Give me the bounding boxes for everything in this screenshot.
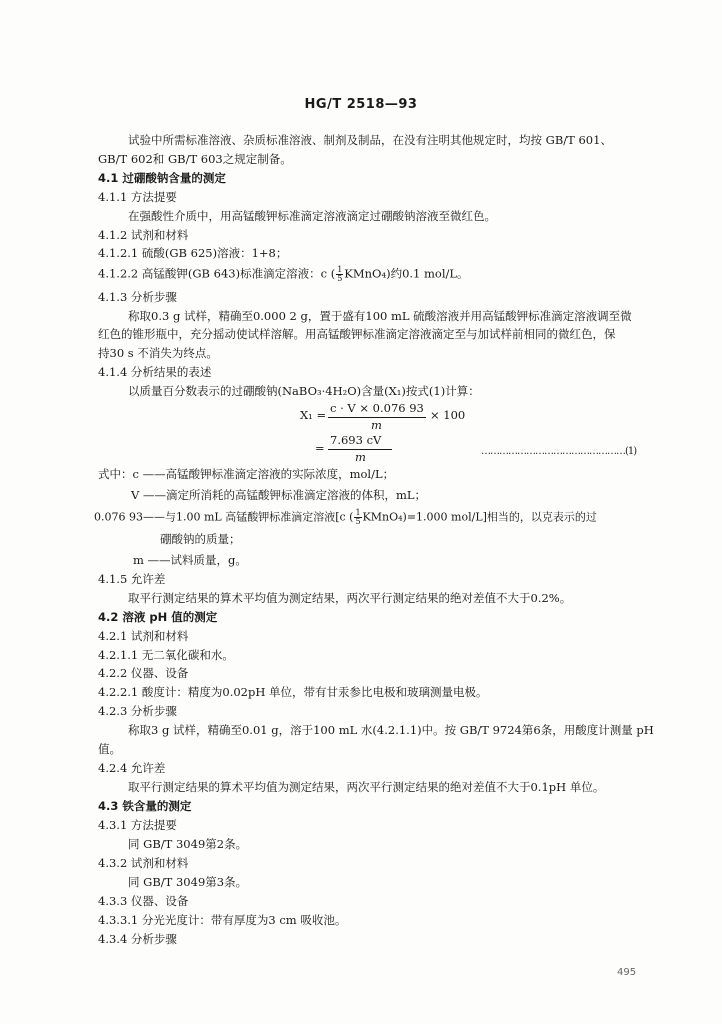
- paragraph-line: 以质量百分数表示的过硼酸钠(NaBO₃·4H₂O)含量(X₁)按式(1)计算：: [128, 384, 480, 398]
- paragraph-line: 取平行测定结果的算术平均值为测定结果，两次平行测定结果的绝对差值不大于0.2%。: [128, 591, 572, 605]
- section-heading: 4.3 铁含量的测定: [98, 799, 192, 813]
- formula-equals: =: [315, 441, 325, 455]
- fraction-numerator: 1: [337, 265, 343, 274]
- section-heading: 4.1 过硼酸钠含量的测定: [98, 171, 226, 185]
- definition-line: 式中：c ——高锰酸钾标准滴定溶液的实际浓度，mol/L；: [98, 467, 395, 481]
- reagent-suffix: KMnO₄)约0.1 mol/L。: [344, 266, 469, 281]
- paragraph-line: 称取3 g 试样，精确至0.01 g，溶于100 mL 水(4.2.1.1)中。按 GB/T 9724第6条，用酸度计测量 pH: [128, 723, 654, 737]
- subsection-heading: 4.3.3 仪器、设备: [98, 894, 189, 908]
- fraction: [336, 266, 343, 283]
- fraction-denominator: 5: [337, 274, 343, 283]
- subsection-heading: 4.2.1 试剂和材料: [98, 629, 189, 643]
- paragraph-line: 4.1.2.1 硫酸(GB 625)溶液：1+8；: [98, 246, 288, 260]
- paragraph-line: 同 GB/T 3049第2条。: [128, 837, 248, 851]
- definition-line: m ——试料质量，g。: [133, 553, 247, 567]
- fraction: [354, 509, 361, 526]
- definition-line: [94, 509, 597, 526]
- definition-line: V ——滴定所消耗的高锰酸钾标准滴定溶液的体积，mL；: [131, 488, 426, 502]
- paragraph-line: 称取0.3 g 试样，精确至0.000 2 g，置于盛有100 mL 硫酸溶液并用高锰酸钾标准滴定溶液调至微: [128, 309, 632, 323]
- subsection-heading: 4.1.1 方法提要: [98, 190, 177, 204]
- fraction-numerator: 1: [355, 508, 361, 517]
- coef-suffix: KMnO₄)=1.000 mol/L]相当的，以克表示的过: [362, 510, 597, 524]
- paragraph-line: 4.2.2.1 酸度计：精度为0.02pH 单位，带有甘汞参比电极和玻璃测量电极。: [98, 685, 488, 699]
- paragraph-line: 值。: [98, 742, 121, 756]
- fraction-denominator: 5: [355, 517, 361, 526]
- formula-numerator: c · V × 0.076 93: [330, 401, 424, 415]
- subsection-heading: 4.2.3 分析步骤: [98, 704, 177, 718]
- subsection-heading: 4.3.1 方法提要: [98, 818, 177, 832]
- subsection-heading: 4.1.2 试剂和材料: [98, 228, 189, 242]
- formula-lhs: X₁ =: [300, 408, 327, 422]
- subsection-heading: 4.2.4 允许差: [98, 761, 166, 775]
- paragraph-line: GB/T 602和 GB/T 603之规定制备。: [98, 152, 292, 166]
- definition-line: 硼酸钠的质量；: [160, 532, 241, 546]
- subsection-heading: 4.1.4 分析结果的表述: [98, 365, 212, 379]
- page-number: 495: [617, 967, 637, 978]
- formula-denominator-2: m: [355, 450, 366, 464]
- paragraph-line: 红色的锥形瓶中，充分摇动使试样溶解。用高锰酸钾标准滴定溶液滴定至与加试样前相同的微红色，保: [98, 327, 616, 341]
- reagent-line: [98, 266, 469, 283]
- section-heading: 4.2 溶液 pH 值的测定: [98, 610, 218, 624]
- formula-numerator-2: 7.693 cV: [330, 433, 382, 447]
- paragraph-line: 持30 s 不消失为终点。: [98, 346, 218, 360]
- paragraph-line: 4.3.3.1 分光光度计：带有厚度为3 cm 吸收池。: [98, 913, 347, 927]
- paragraph-line: 在强酸性介质中，用高锰酸钾标准滴定溶液滴定过硼酸钠溶液至微红色。: [128, 209, 496, 223]
- paragraph-line: 同 GB/T 3049第3条。: [128, 875, 248, 889]
- subsection-heading: 4.3.2 试剂和材料: [98, 856, 189, 870]
- page-header: HG/T 2518—93: [304, 97, 418, 112]
- subsection-heading: 4.1.3 分析步骤: [98, 290, 177, 304]
- subsection-heading: 4.1.5 允许差: [98, 572, 166, 586]
- formula-times: × 100: [430, 408, 466, 422]
- subsection-heading: 4.2.2 仪器、设备: [98, 666, 189, 680]
- formula-denominator: m: [371, 418, 382, 432]
- paragraph-line: 4.2.1.1 无二氧化碳和水。: [98, 648, 234, 662]
- coef-prefix: 0.076 93——与1.00 mL 高锰酸钾标准滴定溶液[c (: [94, 510, 354, 524]
- subsection-heading: 4.3.4 分析步骤: [98, 932, 177, 946]
- reagent-prefix: 4.1.2.2 高锰酸钾(GB 643)标准滴定溶液：c (: [98, 266, 336, 281]
- paragraph-line: 取平行测定结果的算术平均值为测定结果，两次平行测定结果的绝对差值不大于0.1pH 单位。: [128, 780, 605, 794]
- paragraph-line: 试验中所需标准溶液、杂质标准溶液、制剂及制品，在没有注明其他规定时，均按 GB/T 601、: [128, 133, 612, 147]
- equation-number: …………………………………………(1): [481, 446, 637, 457]
